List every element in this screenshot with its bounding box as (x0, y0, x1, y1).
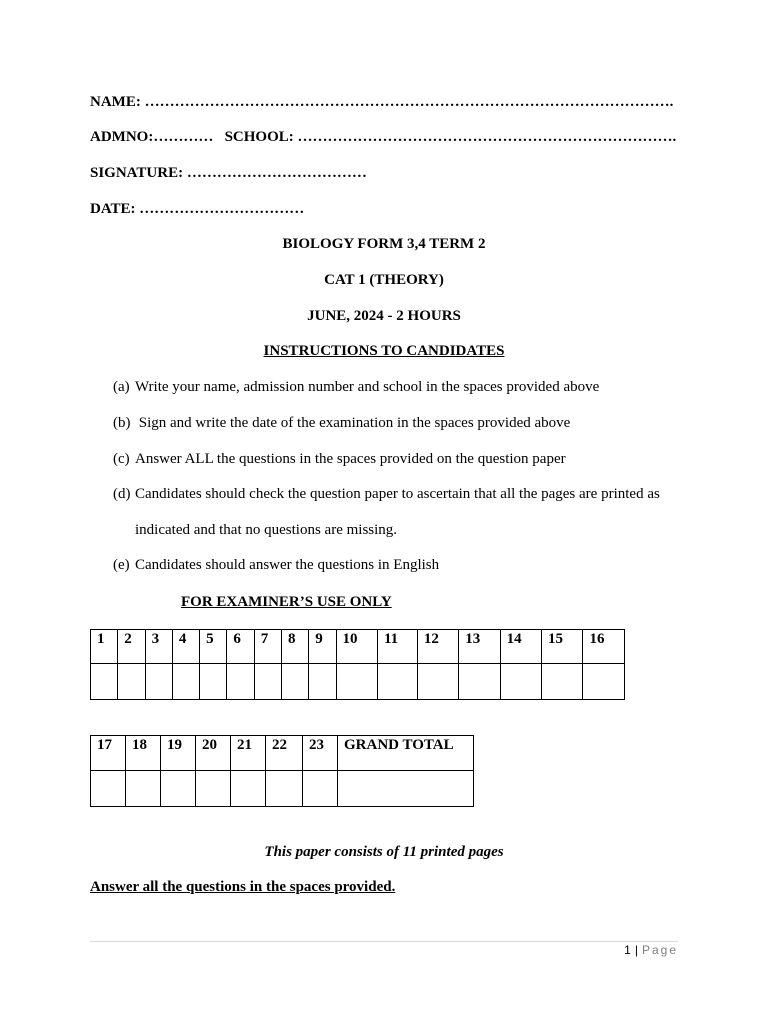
score-cell[interactable] (145, 664, 172, 700)
score-cell[interactable] (417, 664, 458, 700)
score-cell[interactable] (583, 664, 625, 700)
instruction-item (113, 486, 660, 503)
question-number: 12 (417, 630, 458, 664)
examiner-heading: FOR EXAMINER’S USE ONLY (181, 594, 392, 610)
score-cell[interactable] (309, 664, 336, 700)
instruction-item (113, 379, 599, 396)
instruction-mark: (a) (113, 379, 130, 395)
question-number: 23 (303, 736, 338, 771)
question-number: 13 (459, 630, 500, 664)
grand-total-cell[interactable] (338, 771, 474, 807)
page-footer (624, 943, 678, 957)
page-number: 1 (624, 943, 631, 957)
score-cell[interactable] (542, 664, 583, 700)
score-cell[interactable] (172, 664, 199, 700)
instruction-mark: (e) (113, 557, 130, 573)
question-number: 3 (145, 630, 172, 664)
score-cell[interactable] (266, 771, 303, 807)
session-title: JUNE, 2024 - 2 HOURS (307, 308, 461, 324)
score-entry-row (91, 771, 474, 807)
question-number: 21 (231, 736, 266, 771)
instruction-text: Answer ALL the questions in the spaces provided on the question paper (135, 451, 566, 467)
score-table-2 (90, 735, 474, 807)
instruction-item (113, 451, 566, 468)
score-cell[interactable] (500, 664, 541, 700)
footer-divider (90, 941, 678, 942)
paper-title: CAT 1 (THEORY) (324, 272, 444, 288)
answer-all-note: Answer all the questions in the spaces provided. (90, 879, 396, 895)
instruction-text: Candidates should check the question paper to ascertain that all the pages are printed as (135, 486, 660, 502)
score-cell[interactable] (126, 771, 161, 807)
score-cell[interactable] (459, 664, 500, 700)
score-cell[interactable] (118, 664, 145, 700)
question-number: 2 (118, 630, 145, 664)
score-table-1 (90, 629, 625, 700)
question-number: 15 (542, 630, 583, 664)
instruction-continuation: indicated and that no questions are missing. (135, 522, 398, 538)
question-number: 11 (377, 630, 417, 664)
score-cell[interactable] (200, 664, 227, 700)
score-header-row (91, 736, 474, 771)
instruction-item (113, 415, 570, 432)
question-number: 14 (500, 630, 541, 664)
question-number: 6 (227, 630, 254, 664)
instruction-item (113, 557, 439, 574)
instruction-mark: (b) (113, 415, 131, 431)
score-cell[interactable] (377, 664, 417, 700)
question-number: 22 (266, 736, 303, 771)
score-cell[interactable] (336, 664, 377, 700)
question-number: 19 (161, 736, 196, 771)
instruction-mark: (c) (113, 451, 130, 467)
score-cell[interactable] (227, 664, 254, 700)
question-number: 9 (309, 630, 336, 664)
score-cell[interactable] (281, 664, 308, 700)
score-header-row (91, 630, 625, 664)
score-cell[interactable] (303, 771, 338, 807)
question-number: 10 (336, 630, 377, 664)
grand-total-header: GRAND TOTAL (338, 736, 474, 771)
score-cell[interactable] (196, 771, 231, 807)
name-field: NAME: ……………………………………………………………………………………………. (90, 94, 674, 110)
score-cell[interactable] (231, 771, 266, 807)
question-number: 5 (200, 630, 227, 664)
question-number: 1 (91, 630, 118, 664)
question-number: 16 (583, 630, 625, 664)
admno-school-line (90, 129, 676, 146)
admno-field: ADMNO:………… (90, 129, 214, 145)
score-cell[interactable] (91, 664, 118, 700)
instructions-heading: INSTRUCTIONS TO CANDIDATES (263, 343, 505, 359)
date-field: DATE: …………………………… (90, 201, 305, 217)
score-entry-row (91, 664, 625, 700)
school-field: SCHOOL: …………………………………………………………………. (224, 129, 677, 145)
subject-title: BIOLOGY FORM 3,4 TERM 2 (282, 236, 486, 252)
score-cell[interactable] (161, 771, 196, 807)
instruction-text: Candidates should answer the questions in English (135, 557, 440, 573)
question-number: 20 (196, 736, 231, 771)
question-number: 17 (91, 736, 126, 771)
score-cell[interactable] (91, 771, 126, 807)
page-label: Page (641, 943, 678, 957)
instruction-text: Write your name, admission number and school in the spaces provided above (135, 379, 600, 395)
question-number: 18 (126, 736, 161, 771)
instruction-text: Sign and write the date of the examination in the spaces provided above (135, 415, 571, 431)
question-number: 7 (254, 630, 281, 664)
footer-separator: | (634, 943, 638, 957)
question-number: 4 (172, 630, 199, 664)
signature-field: SIGNATURE: ……………………………… (90, 165, 367, 181)
instruction-mark: (d) (113, 486, 131, 502)
score-cell[interactable] (254, 664, 281, 700)
pages-note: This paper consists of 11 printed pages (264, 844, 504, 860)
question-number: 8 (281, 630, 308, 664)
